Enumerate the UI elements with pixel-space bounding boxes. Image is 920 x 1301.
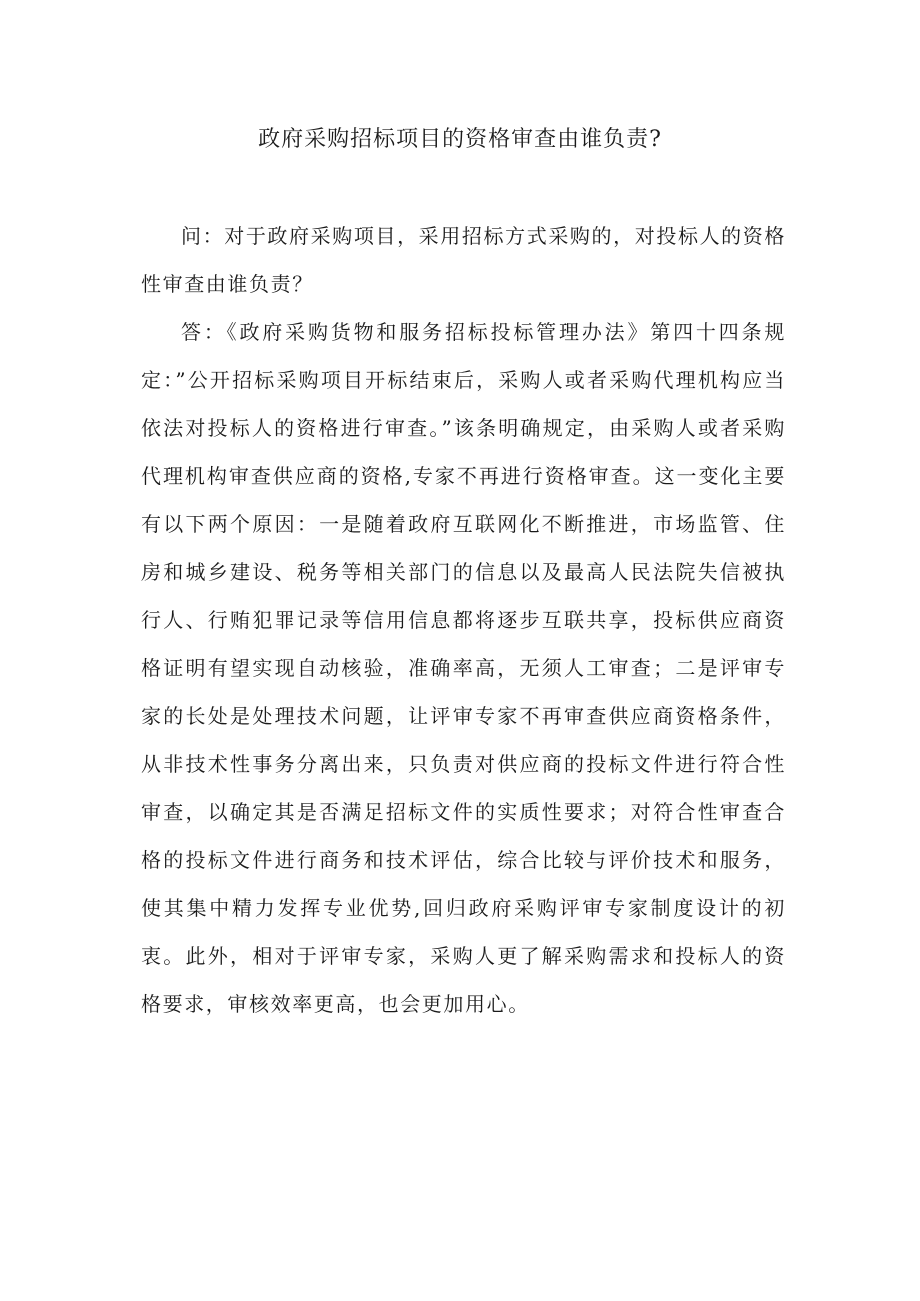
question-paragraph: 问：对于政府采购项目，采用招标方式采购的，对投标人的资格性审查由谁负责？ (141, 224, 786, 296)
document-body (141, 212, 786, 1028)
answer-paragraph: 答：《政府采购货物和服务招标投标管理办法》第四十四条规定：”公开招标采购项目开标结束后，采购人或者采购代理机构应当依法对投标人的资格进行审查。”该条明确规定，由采购人或者采购代理机构审查供应商的资格,专家不再进行资格审查。这一变化主要有以下两个原因：一是随着政府互联网化不断推进，市场监管、住房和城乡建设、税务等相关部门的信息以及最高人民法院失信被执行人、行贿犯罪记录等信用信息都将逐步互联共享，投标供应商资格证明有望实现自动核验，准确率高，无须人工审查；二是评审专家的长处是处理技术问题，让评审专家不再审查供应商资格条件，从非技术性事务分离出来，只负责对供应商的投标文件进行符合性审查，以确定其是否满足招标文件的实质性要求；对符合性审查合格的投标文件进行商务和技术评估，综合比较与评价技术和服务，使其集中精力发挥专业优势,回归政府采购评审专家制度设计的初衷。此外，相对于评审专家，采购人更了解采购需求和投标人的资格要求，审核效率更高，也会更加用心。 (141, 320, 786, 1016)
document-title: 政府采购招标项目的资格审查由谁负责? (258, 127, 662, 152)
